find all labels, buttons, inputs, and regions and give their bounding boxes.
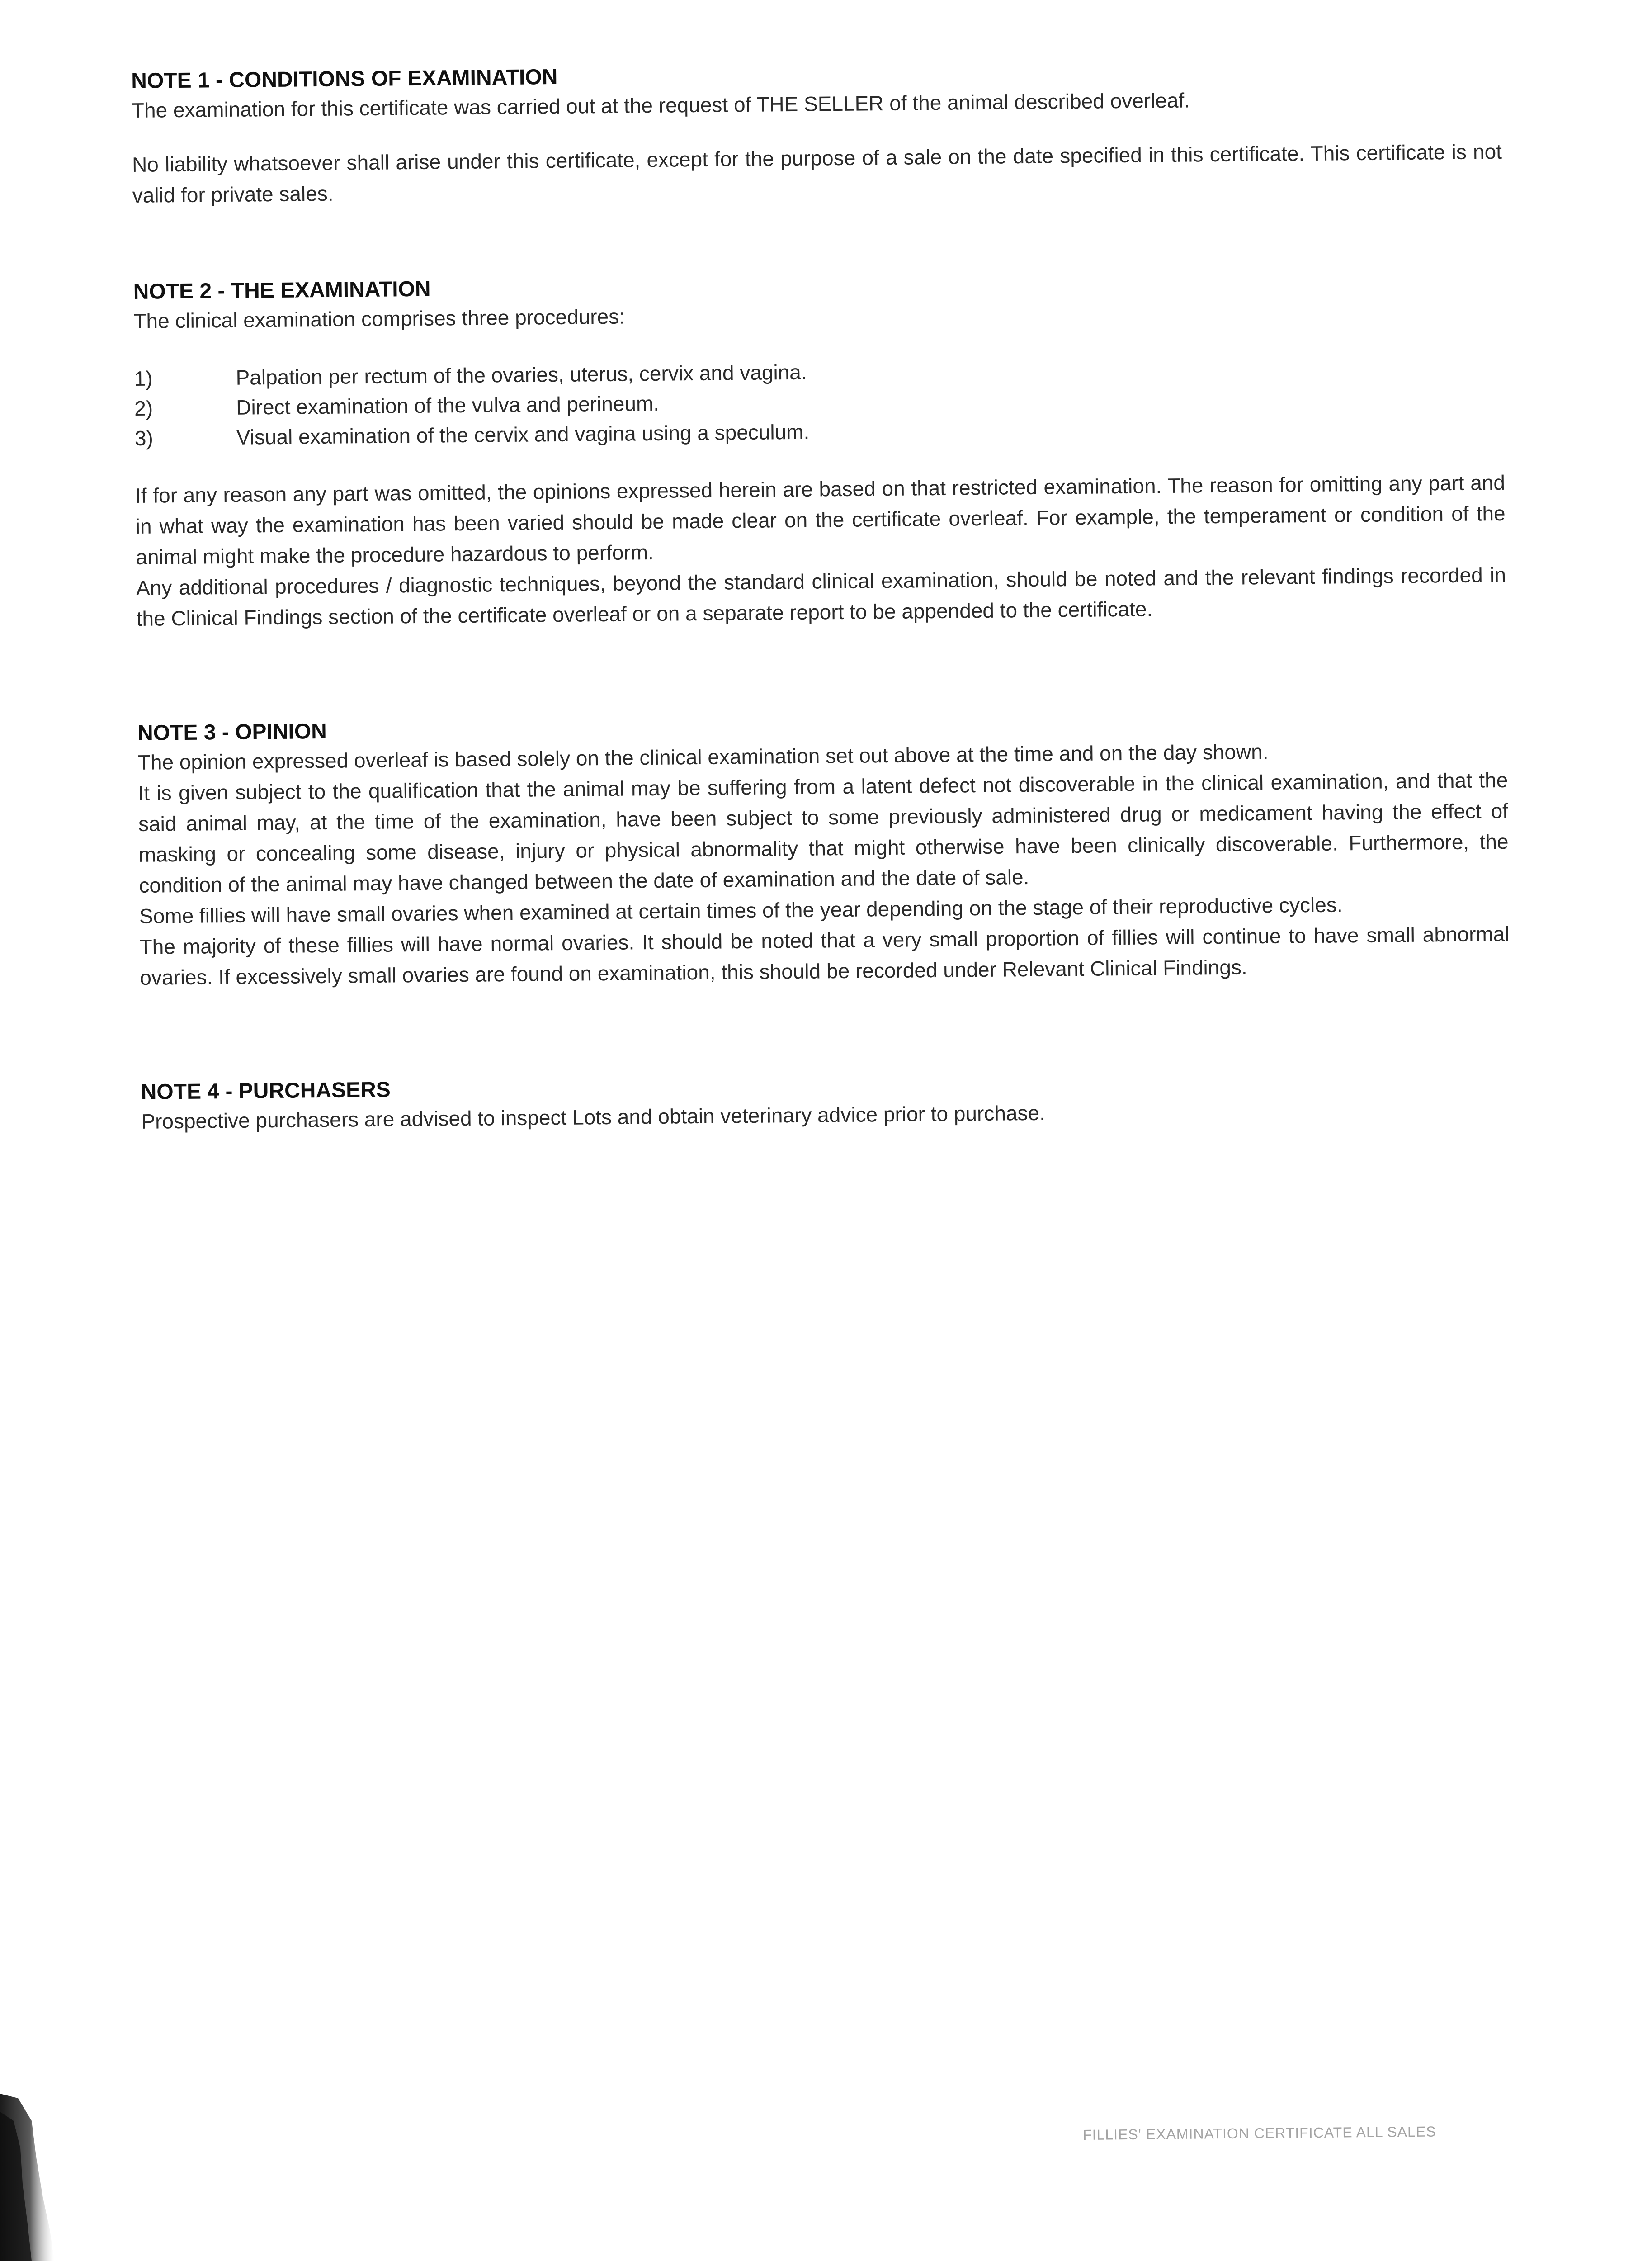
list-item-text: Palpation per rectum of the ovaries, uterus, cervix and vagina. [236,360,807,389]
note-2-paragraph-2: Any additional procedures / diagnostic techniques, beyond the standard clinical examination, should be noted and the relevant findings recorded in the Clinical Findings section of the certificate overleaf or on a separate report to be appended to the certificate. [136,563,1506,630]
note-1-section [131,55,1502,211]
note-2-intro: The clinical examination comprises three procedures: [133,304,625,333]
note-3-paragraph-4: The majority of these fillies will have normal ovaries. It should be noted that a very small proportion of fillies will continue to have small abnormal ovaries. If excessively small ovaries are found on examination, this should be recorded under Relevant Clinical Findings. [139,922,1510,989]
note-2-paragraph-1: If for any reason any part was omitted, the opinions expressed herein are based on that restricted examination. The reason for omitting any part and in what way the examination has been varied should be made clear on the certificate overleaf. For example, the temperament or condition of the animal might make the procedure hazardous to perform. [135,470,1506,569]
list-item-text: Direct examination of the vulva and perineum. [236,391,660,419]
note-3-paragraph-3: Some fillies will have small ovaries when examined at certain times of the year depending on the stage of their reproductive cycles. [139,893,1343,928]
note-3-paragraph-1: The opinion expressed overleaf is based solely on the clinical examination set out above at the time and on the day shown. [137,739,1269,774]
document-body [131,55,1511,1137]
list-item-text: Visual examination of the cervix and vagina using a speculum. [236,420,810,449]
note-3-paragraph-2: It is given subject to the qualification that the animal may be suffering from a latent defect not discoverable in the clinical examination, and that the said animal may, at the time of the examination, have been subject to some previously administered drug or medicament having the effect of masking or concealing some disease, injury or physical abnormality that might otherwise have been clinically discoverable. Furthermore, the condition of the animal may have changed between the date of examination and the date of sale. [138,768,1509,897]
footer-title: FILLIES' EXAMINATION CERTIFICATE ALL SALES [1083,2123,1436,2143]
procedure-list [134,350,1505,453]
note-2-section [133,265,1506,634]
list-item-number: 3) [134,426,154,450]
note-1-heading: NOTE 1 - CONDITIONS OF EXAMINATION [131,65,558,93]
note-1-paragraph-2: No liability whatsoever shall arise under this certificate, except for the purpose of a sale on the date specified in this certificate. This certificate is not valid for private sales. [132,139,1502,207]
note-2-heading: NOTE 2 - THE EXAMINATION [133,277,431,304]
note-4-paragraph-1: Prospective purchasers are advised to inspect Lots and obtain veterinary advice prior to purchase. [141,1101,1046,1133]
note-3-section [137,707,1510,993]
list-item-number: 1) [134,366,153,390]
scan-shadow-edge [0,2094,63,2261]
list-item-number: 2) [134,396,153,420]
note-3-heading: NOTE 3 - OPINION [137,719,327,745]
note-4-heading: NOTE 4 - PURCHASERS [141,1078,391,1104]
note-1-paragraph-1: The examination for this certificate was carried out at the request of THE SELLER of the animal described overleaf. [131,88,1190,122]
